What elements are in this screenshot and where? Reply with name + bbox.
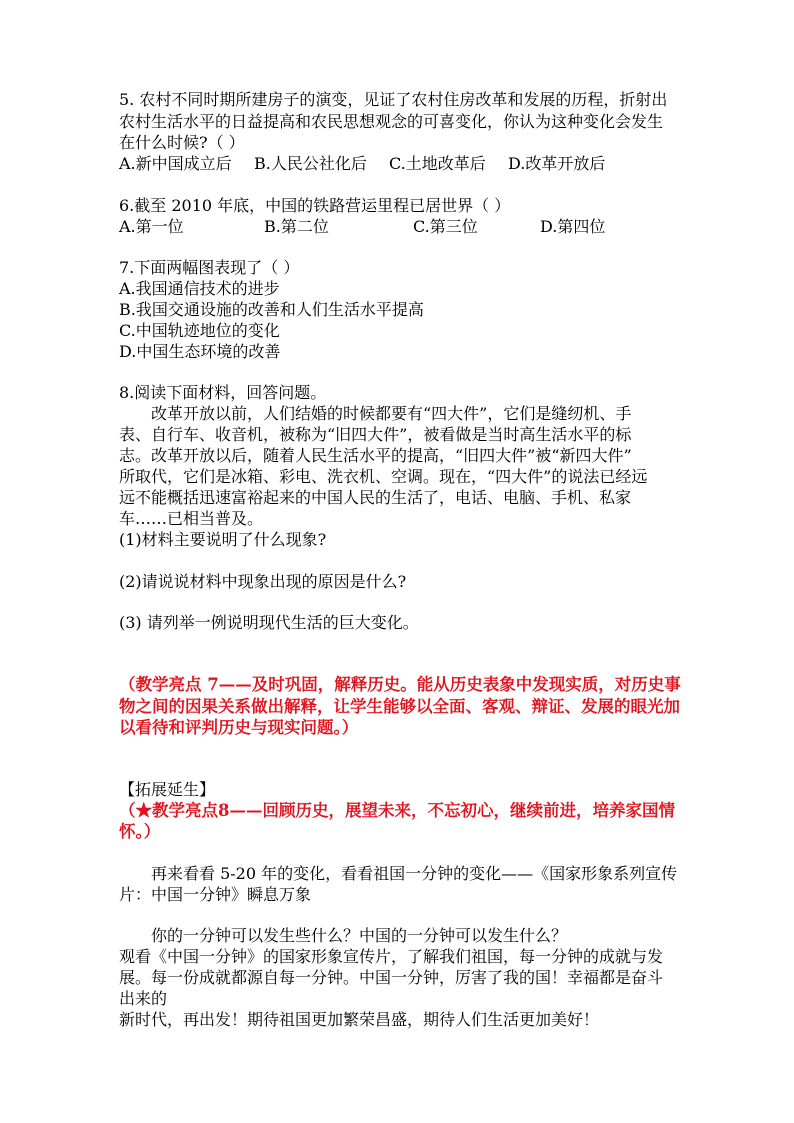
q8-material-line-1: 改革开放以前，人们结婚的时候都要有“四大件”，它们是缝纫机、手 (151, 404, 632, 423)
q6-option-a: A.第一位 (119, 217, 184, 236)
q5-option-c: C.土地改革后 (389, 154, 486, 173)
q5-option-d: D.改革开放后 (508, 154, 606, 173)
q5-line-2: 农村生活水平的日益提高和农民思想观念的可喜变化，你认为这种变化会发生 (119, 112, 664, 131)
extension-para2-line-3: 展。每一份成就都源自每一分钟。中国一分钟，厉害了我的国！幸福都是奋斗 (119, 968, 664, 987)
q5-line-3: 在什么时候?（ ） (119, 133, 245, 152)
q6-option-c: C.第三位 (413, 217, 478, 236)
q8-material-line-2: 表、自行车、收音机，被称为“旧四大件”，被看做是当时高生活水平的标 (119, 425, 632, 444)
q6-option-d: D.第四位 (540, 217, 606, 236)
highlight-7-line-2: 物之间的因果关系做出解释，让学生能够以全面、客观、辩证、发展的眼光加 (119, 697, 680, 716)
q5-option-a: A.新中国成立后 (119, 154, 232, 173)
q7-option-b: B.我国交通设施的改善和人们生活水平提高 (119, 300, 424, 319)
extension-para2-line-1: 你的一分钟可以发生些什么？中国的一分钟可以发生什么？ (151, 926, 568, 945)
highlight-8-line-1: （★教学亮点8——回顾历史，展望未来，不忘初心，继续前进，培养家国情 (119, 801, 675, 820)
extension-para2-line-5: 新时代，再出发！期待祖国更加繁荣昌盛，期待人们生活更加美好！ (119, 1010, 600, 1029)
extension-para2-line-4: 出来的 (119, 989, 168, 1008)
q8-stem: 8.阅读下面材料，回答问题。 (119, 383, 327, 402)
q8-material-line-5: 远不能概括迅速富裕起来的中国人民的生活了，电话、电脑、手机、私家 (119, 488, 632, 507)
q6-stem: 6.截至 2010 年底，中国的铁路营运里程已居世界（ ） (119, 196, 511, 215)
q8-material-line-6: 车……已相当普及。 (119, 509, 264, 528)
extension-para2-line-2: 观看《中国一分钟》的国家形象宣传片，了解我们祖国，每一分钟的成就与发 (119, 947, 664, 966)
q8-question-1: (1)材料主要说明了什么现象? (119, 530, 327, 549)
q7-stem: 7.下面两幅图表现了（ ） (119, 258, 300, 277)
extension-para1-line-2: 片：中国一分钟》瞬息万象 (119, 885, 312, 904)
highlight-7-line-3: 以看待和评判历史与现实问题。） (119, 718, 359, 737)
q8-material-line-4: 所取代，它们是冰箱、彩电、洗衣机、空调。现在，“四大件”的说法已经远 (119, 467, 648, 486)
q8-question-3: (3) 请列举一例说明现代生活的巨大变化。 (119, 613, 419, 632)
q7-option-d: D.中国生态环境的改善 (119, 342, 281, 361)
q7-option-c: C.中国轨迹地位的变化 (119, 321, 280, 340)
q5-line-1: 5. 农村不同时期所建房子的演变，见证了农村住房改革和发展的历程，折射出 (119, 90, 668, 109)
q8-material-line-3: 志。改革开放以后，随着人民生活水平的提高，“旧四大件”被“新四大件” (119, 446, 632, 465)
highlight-8-line-2: 怀。） (119, 822, 161, 841)
q5-option-b: B.人民公社化后 (254, 154, 367, 173)
extension-heading: 【拓展延生】 (119, 780, 216, 799)
highlight-7-line-1: （教学亮点 7——及时巩固，解释历史。能从历史表象中发现实质，对历史事 (119, 675, 681, 694)
q6-option-b: B.第二位 (264, 217, 329, 236)
extension-para1-line-1: 再来看看 5-20 年的变化，看看祖国一分钟的变化——《国家形象系列宣传 (151, 864, 678, 883)
q8-question-2: (2)请说说材料中现象出现的原因是什么? (119, 572, 407, 591)
q7-option-a: A.我国通信技术的进步 (119, 279, 280, 298)
